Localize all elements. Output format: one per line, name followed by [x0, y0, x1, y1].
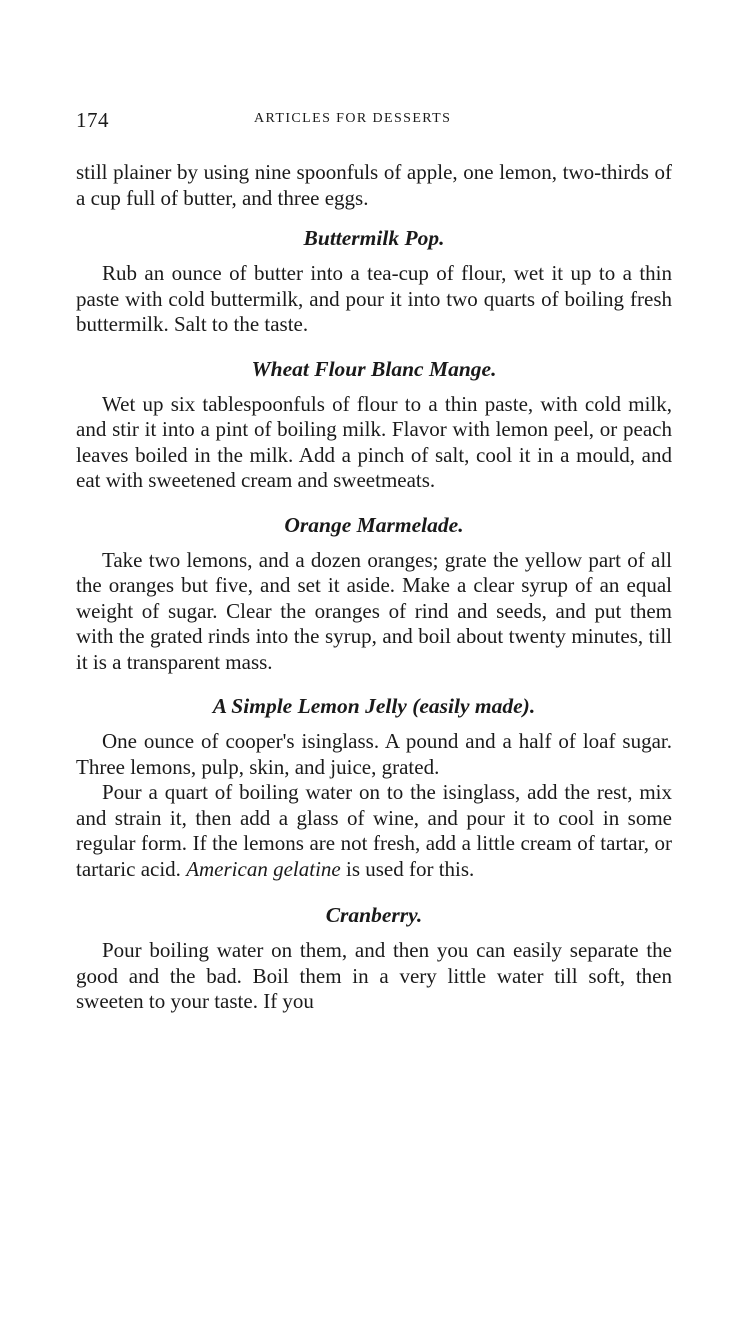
- recipe-paragraph: Pour boiling water on them, and then you can easily separate the good and the bad. Boil them in a very little water till soft, then sweeten to your taste. If you: [76, 938, 672, 1013]
- recipe-paragraph-continued: [76, 780, 672, 882]
- recipe-paragraph: One ounce of cooper's isinglass. A pound and a half of loaf sugar. Three lemons, pulp, skin, and juice, grated.: [76, 729, 672, 779]
- recipe-title-orange-marmelade: Orange Marmelade.: [284, 512, 464, 537]
- italic-phrase: American gelatine: [186, 856, 341, 881]
- recipe-paragraph: Rub an ounce of butter into a tea-cup of flour, wet it up to a thin paste with cold buttermilk, and pour it into two quarts of boiling fresh buttermilk. Salt to the taste.: [76, 261, 672, 336]
- recipe-paragraph-text: Pour a quart of boiling water on to the isinglass, add the rest, mix and strain it, then add a glass of wine, and pour it to cool in some regular form. If the lemons are not fresh, add a little cream of tartar, or tartaric acid.: [76, 780, 672, 881]
- page-body: [76, 160, 672, 1015]
- page-number: 174: [76, 108, 109, 132]
- continuation-paragraph: still plainer by using nine spoonfuls of apple, one lemon, two-thirds of a cup full of butter, and three eggs.: [76, 160, 672, 210]
- recipe-paragraph-tail: is used for this.: [340, 856, 475, 881]
- recipe-paragraph: Take two lemons, and a dozen oranges; grate the yellow part of all the oranges but five, and set it aside. Make a clear syrup of an equal weight of sugar. Clear the oranges of rind and seeds, and put them with the grated rinds into the syrup, and boil about twenty minutes, till it is a transparent mass.: [76, 547, 672, 674]
- recipe-title-lemon-jelly: A Simple Lemon Jelly (easily made).: [212, 694, 536, 718]
- recipe-title-buttermilk-pop: Buttermilk Pop.: [303, 226, 445, 250]
- recipe-title-cranberry: Cranberry.: [325, 903, 423, 927]
- running-head: ARTICLES FOR DESSERTS: [254, 111, 452, 126]
- recipe-title-wheat-flour-blanc-mange: Wheat Flour Blanc Mange.: [251, 356, 497, 381]
- recipe-paragraph: Wet up six tablespoonfuls of flour to a thin paste, with cold milk, and stir it into a pint of boiling milk. Flavor with lemon peel, or peach leaves boiled in the milk. Add a pinch of salt, cool it in a mould, and eat with sweetened cream and sweetmeats.: [76, 391, 672, 492]
- page-header: [76, 108, 676, 132]
